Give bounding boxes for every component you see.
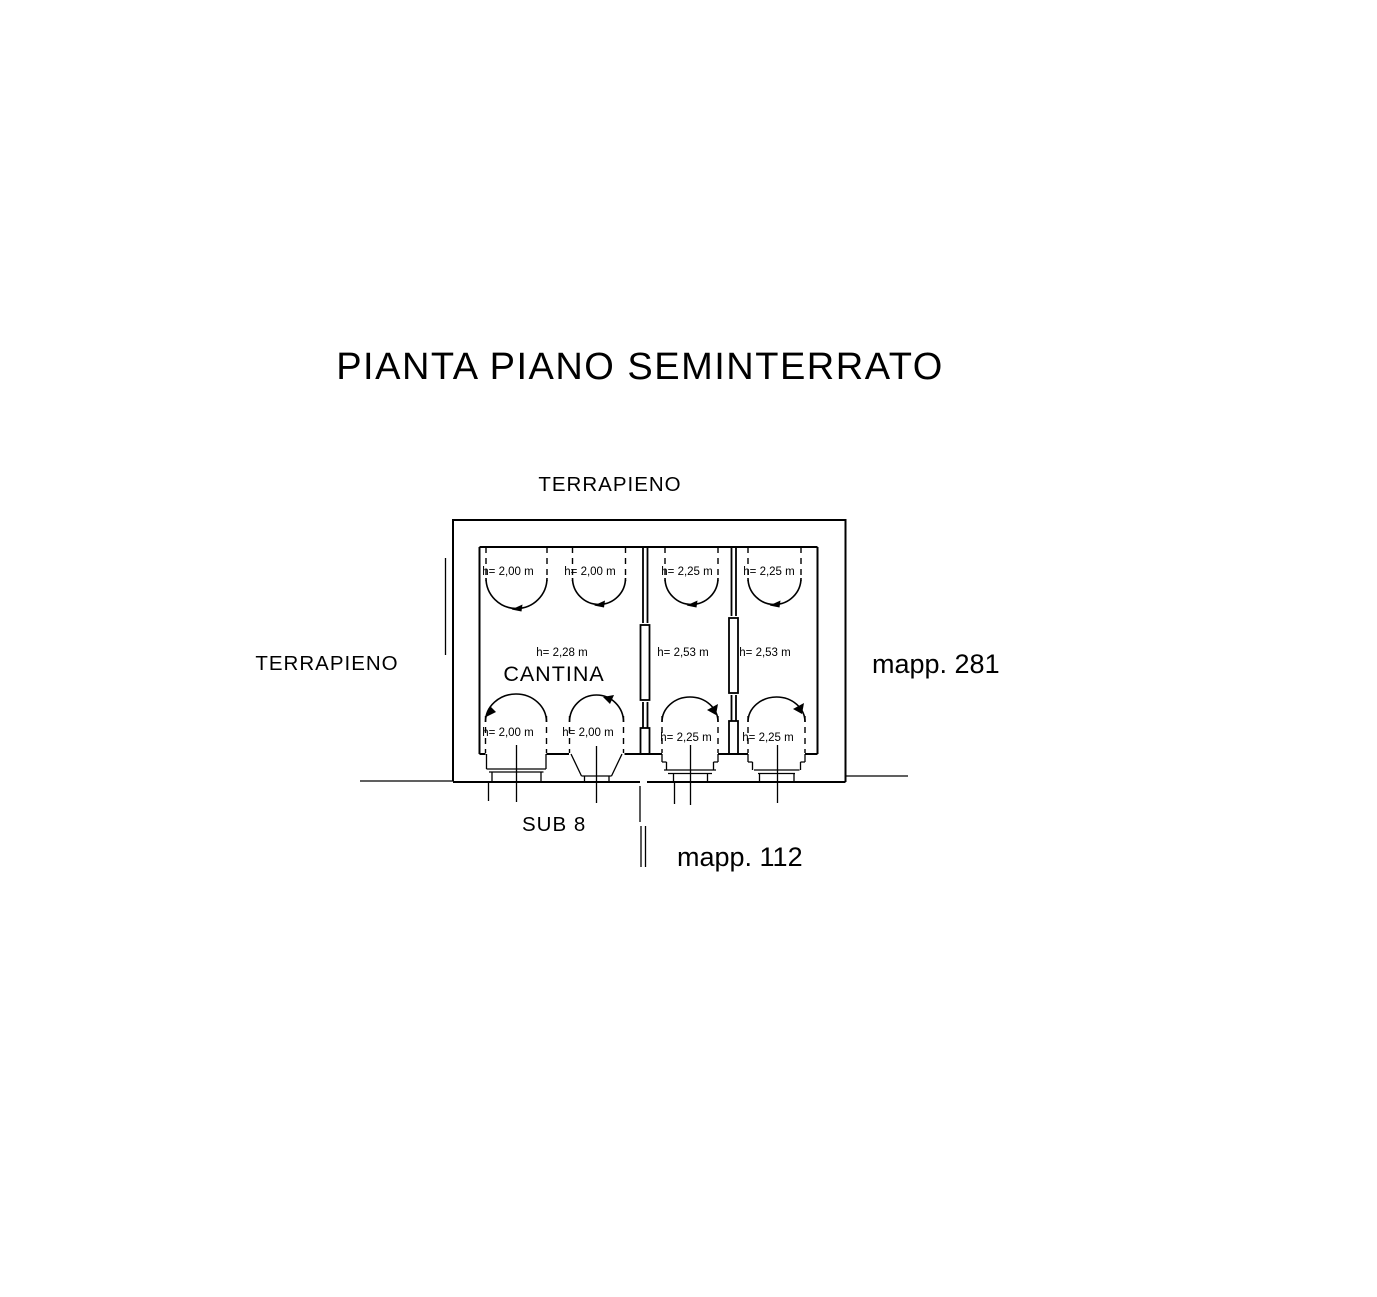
niche-arc (486, 578, 547, 609)
doorway-bottom-4 (742, 697, 805, 803)
internal-wall-1 (641, 547, 650, 754)
door-height-label: h= 2,25 m (660, 732, 712, 744)
wall-pier (641, 728, 650, 754)
niche-height-label: h= 2,25 m (661, 566, 713, 578)
door-height-label: h= 2,00 m (562, 727, 614, 739)
niche-height-label: h= 2,25 m (743, 566, 795, 578)
sub-8-label: SUB 8 (522, 813, 587, 836)
boundary-line-lower (641, 826, 646, 867)
wall-line-pair (643, 702, 648, 728)
cantina-height-label: h= 2,28 m (536, 647, 588, 659)
parcel-boundary (640, 786, 646, 867)
doorway-bottom-1 (482, 694, 546, 802)
mapp-281-label: mapp. 281 (872, 649, 1000, 679)
niche-height-label: h= 2,00 m (482, 566, 534, 578)
door-height-label: h= 2,00 m (482, 727, 534, 739)
wall-line-pair (643, 547, 648, 623)
door-threshold (748, 754, 805, 783)
door-arch-arc (486, 694, 547, 722)
niche-arc (748, 578, 801, 605)
wall-pier (729, 721, 738, 754)
cantina-room-label: CANTINA (503, 662, 605, 686)
niche-arc (665, 578, 718, 605)
terrapieno-label-left: TERRAPIENO (255, 652, 399, 675)
niche-top-1 (482, 547, 547, 612)
terrapieno-label-top: TERRAPIENO (538, 473, 682, 496)
doorway-bottom-2 (562, 695, 623, 803)
doorway-bottom-3 (660, 697, 718, 805)
room-center-height-label: h= 2,53 m (657, 647, 709, 659)
niche-top-4 (743, 547, 801, 608)
niche-arc (573, 578, 626, 605)
wall-pier (641, 625, 650, 700)
wall-pier (729, 618, 738, 693)
niche-height-label: h= 2,00 m (564, 566, 616, 578)
niche-top-2 (564, 547, 625, 608)
wall-line-pair (732, 695, 737, 721)
page-title: PIANTA PIANO SEMINTERRATO (336, 346, 944, 388)
mapp-112-label: mapp. 112 (677, 842, 803, 872)
wall-line-pair (732, 547, 737, 616)
room-right-height-label: h= 2,53 m (739, 647, 791, 659)
niche-top-3 (661, 547, 718, 608)
ground-lines (360, 776, 908, 782)
internal-wall-2 (729, 547, 738, 754)
door-arch-arc (570, 695, 624, 722)
door-height-label: h= 2,25 m (742, 732, 794, 744)
